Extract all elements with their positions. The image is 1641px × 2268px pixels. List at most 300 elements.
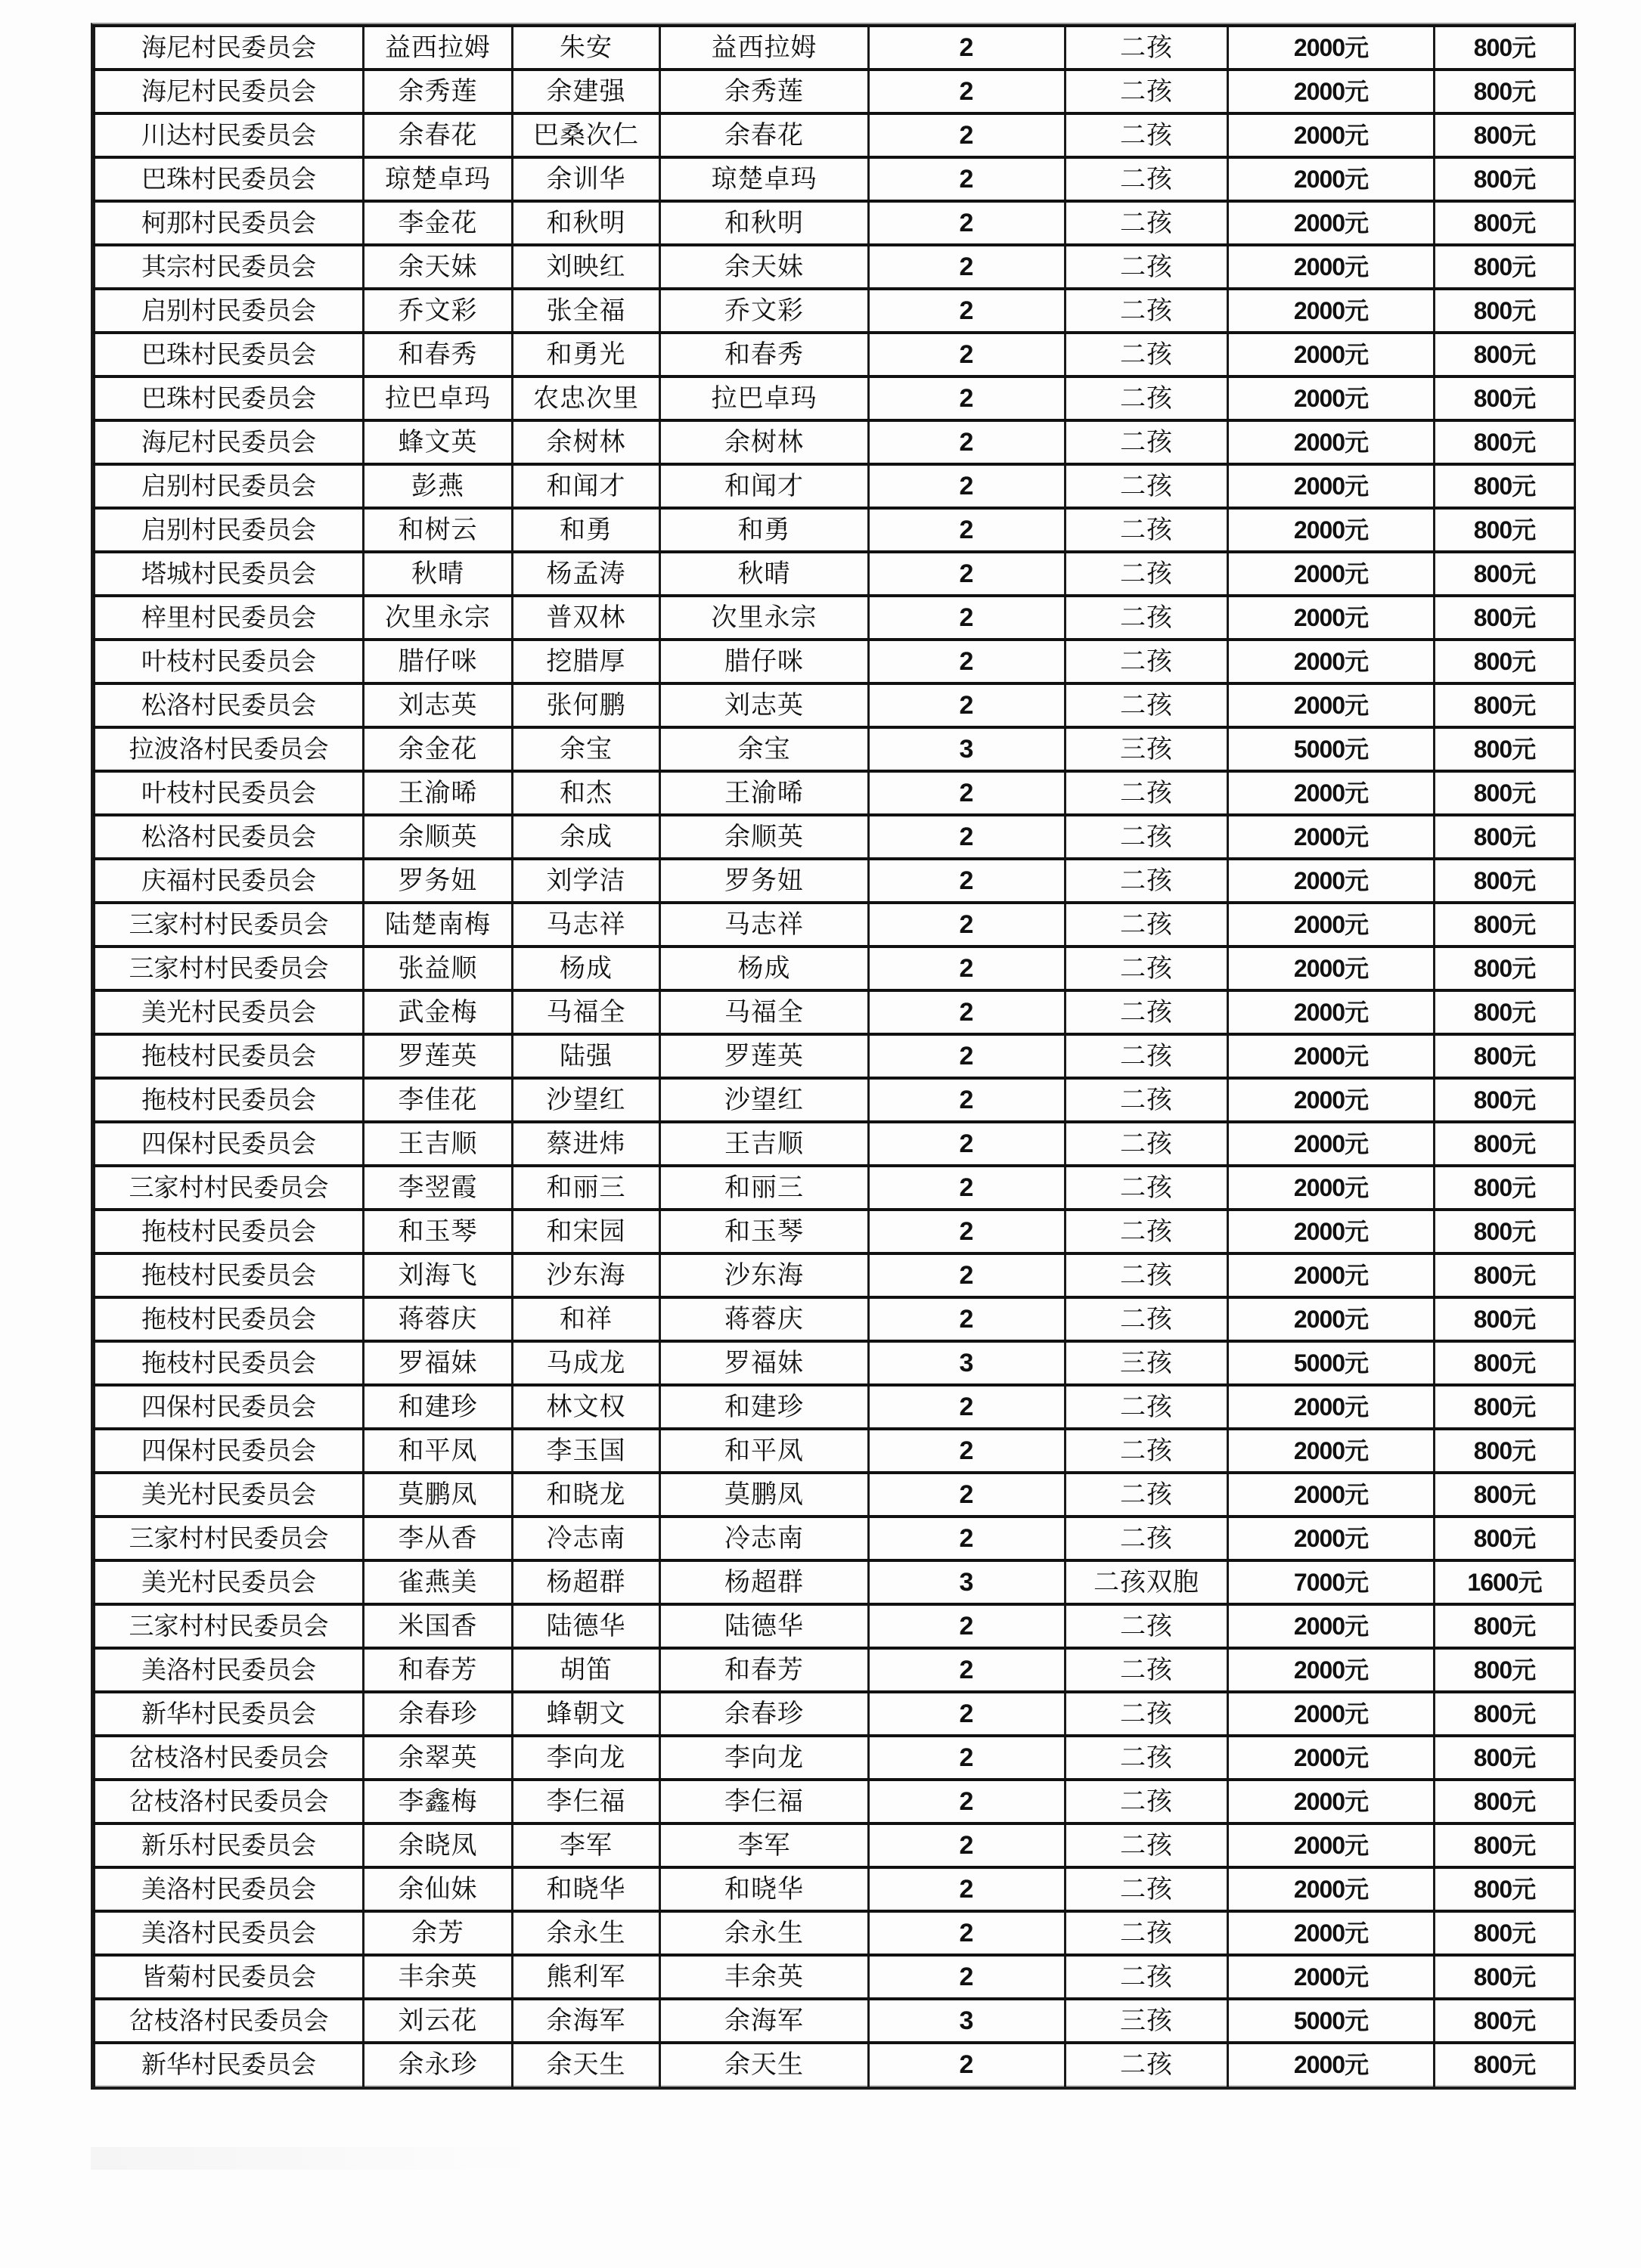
cell-subsidy-amount: 5000元 <box>1228 1341 1435 1385</box>
cell-birth-order: 二孩 <box>1066 1385 1228 1429</box>
cell-allowance-amount: 800元 <box>1435 1385 1575 1429</box>
cell-village-committee: 皆菊村民委员会 <box>95 1955 364 1999</box>
cell-mother-name: 和春芳 <box>364 1648 513 1692</box>
cell-birth-order: 二孩双胞 <box>1066 1560 1228 1604</box>
cell-mother-name: 余天妹 <box>364 245 513 289</box>
cell-village-committee: 叶枝村民委员会 <box>95 640 364 683</box>
cell-applicant-name: 杨成 <box>660 947 869 990</box>
table-row <box>95 1911 1575 1955</box>
cell-allowance-amount: 800元 <box>1435 1604 1575 1648</box>
cell-village-committee: 梓里村民委员会 <box>95 596 364 640</box>
table-row <box>95 1999 1575 2043</box>
cell-applicant-name: 余秀莲 <box>660 70 869 113</box>
cell-applicant-name: 和晓华 <box>660 1867 869 1911</box>
table-row <box>95 1736 1575 1780</box>
table-row <box>95 1078 1575 1122</box>
cell-mother-name: 腊仔咪 <box>364 640 513 683</box>
cell-father-name: 农忠次里 <box>513 376 660 420</box>
cell-allowance-amount: 800元 <box>1435 1429 1575 1473</box>
table-row <box>95 771 1575 815</box>
cell-village-committee: 拖枝村民委员会 <box>95 1341 364 1385</box>
cell-mother-name: 余春花 <box>364 113 513 157</box>
cell-mother-name: 陆楚南梅 <box>364 903 513 947</box>
cell-subsidy-amount: 2000元 <box>1228 1692 1435 1736</box>
table-row <box>95 1253 1575 1297</box>
cell-father-name: 杨超群 <box>513 1560 660 1604</box>
cell-father-name: 熊利军 <box>513 1955 660 1999</box>
table-row <box>95 1780 1575 1823</box>
cell-subsidy-amount: 2000元 <box>1228 2043 1435 2086</box>
cell-applicant-name: 和秋明 <box>660 201 869 245</box>
cell-father-name: 和晓龙 <box>513 1473 660 1517</box>
table-row <box>95 683 1575 727</box>
table-row <box>95 508 1575 552</box>
cell-allowance-amount: 800元 <box>1435 1736 1575 1780</box>
cell-child-count: 2 <box>869 947 1066 990</box>
cell-father-name: 沙望红 <box>513 1078 660 1122</box>
cell-allowance-amount: 800元 <box>1435 376 1575 420</box>
cell-allowance-amount: 800元 <box>1435 2043 1575 2086</box>
table-row <box>95 1297 1575 1341</box>
cell-village-committee: 美洛村民委员会 <box>95 1648 364 1692</box>
cell-allowance-amount: 800元 <box>1435 333 1575 376</box>
cell-birth-order: 二孩 <box>1066 245 1228 289</box>
cell-child-count: 2 <box>869 1823 1066 1867</box>
cell-village-committee: 柯那村民委员会 <box>95 201 364 245</box>
table-row <box>95 2043 1575 2086</box>
cell-father-name: 刘映红 <box>513 245 660 289</box>
cell-applicant-name: 余顺英 <box>660 815 869 859</box>
cell-applicant-name: 李向龙 <box>660 1736 869 1780</box>
cell-father-name: 陆德华 <box>513 1604 660 1648</box>
cell-allowance-amount: 800元 <box>1435 1999 1575 2043</box>
cell-allowance-amount: 800元 <box>1435 640 1575 683</box>
cell-allowance-amount: 800元 <box>1435 1648 1575 1692</box>
table-row <box>95 420 1575 464</box>
cell-father-name: 蜂朝文 <box>513 1692 660 1736</box>
cell-applicant-name: 余树林 <box>660 420 869 464</box>
cell-father-name: 和杰 <box>513 771 660 815</box>
table-row <box>95 596 1575 640</box>
cell-child-count: 2 <box>869 1517 1066 1560</box>
table-row <box>95 1034 1575 1078</box>
roster-table-frame <box>91 23 1576 2090</box>
cell-father-name: 和勇光 <box>513 333 660 376</box>
cell-child-count: 2 <box>869 464 1066 508</box>
cell-mother-name: 余芳 <box>364 1911 513 1955</box>
cell-mother-name: 米国香 <box>364 1604 513 1648</box>
cell-village-committee: 启别村民委员会 <box>95 464 364 508</box>
cell-birth-order: 二孩 <box>1066 596 1228 640</box>
cell-birth-order: 二孩 <box>1066 1034 1228 1078</box>
cell-father-name: 余训华 <box>513 157 660 201</box>
cell-mother-name: 刘海飞 <box>364 1253 513 1297</box>
cell-child-count: 2 <box>869 70 1066 113</box>
cell-child-count: 2 <box>869 2043 1066 2086</box>
table-row <box>95 903 1575 947</box>
cell-subsidy-amount: 2000元 <box>1228 289 1435 333</box>
cell-mother-name: 蒋蓉庆 <box>364 1297 513 1341</box>
table-row <box>95 1604 1575 1648</box>
cell-father-name: 蔡进炜 <box>513 1122 660 1166</box>
table-row <box>95 859 1575 903</box>
cell-birth-order: 二孩 <box>1066 1867 1228 1911</box>
cell-child-count: 2 <box>869 1911 1066 1955</box>
cell-allowance-amount: 800元 <box>1435 1780 1575 1823</box>
cell-father-name: 和晓华 <box>513 1867 660 1911</box>
cell-subsidy-amount: 2000元 <box>1228 903 1435 947</box>
cell-subsidy-amount: 2000元 <box>1228 1955 1435 1999</box>
cell-birth-order: 二孩 <box>1066 640 1228 683</box>
table-row <box>95 70 1575 113</box>
cell-subsidy-amount: 2000元 <box>1228 1911 1435 1955</box>
cell-allowance-amount: 800元 <box>1435 596 1575 640</box>
cell-birth-order: 二孩 <box>1066 1911 1228 1955</box>
cell-applicant-name: 余天生 <box>660 2043 869 2086</box>
cell-child-count: 2 <box>869 201 1066 245</box>
cell-mother-name: 和春秀 <box>364 333 513 376</box>
table-row <box>95 157 1575 201</box>
cell-village-committee: 岔枝洛村民委员会 <box>95 1999 364 2043</box>
cell-birth-order: 二孩 <box>1066 683 1228 727</box>
cell-allowance-amount: 800元 <box>1435 464 1575 508</box>
cell-applicant-name: 冷志南 <box>660 1517 869 1560</box>
table-row <box>95 1122 1575 1166</box>
cell-child-count: 2 <box>869 333 1066 376</box>
cell-father-name: 和祥 <box>513 1297 660 1341</box>
cell-subsidy-amount: 2000元 <box>1228 201 1435 245</box>
cell-birth-order: 二孩 <box>1066 903 1228 947</box>
cell-village-committee: 其宗村民委员会 <box>95 245 364 289</box>
roster-table-body <box>95 26 1575 2086</box>
cell-allowance-amount: 800元 <box>1435 1473 1575 1517</box>
cell-applicant-name: 陆德华 <box>660 1604 869 1648</box>
cell-village-committee: 拖枝村民委员会 <box>95 1078 364 1122</box>
cell-village-committee: 松洛村民委员会 <box>95 683 364 727</box>
cell-father-name: 挖腊厚 <box>513 640 660 683</box>
cell-mother-name: 王渝晞 <box>364 771 513 815</box>
cell-father-name: 马福全 <box>513 990 660 1034</box>
cell-applicant-name: 罗务妞 <box>660 859 869 903</box>
cell-mother-name: 李佳花 <box>364 1078 513 1122</box>
cell-subsidy-amount: 2000元 <box>1228 70 1435 113</box>
cell-village-committee: 巴珠村民委员会 <box>95 157 364 201</box>
table-row <box>95 1210 1575 1253</box>
cell-birth-order: 二孩 <box>1066 859 1228 903</box>
table-row <box>95 1517 1575 1560</box>
cell-subsidy-amount: 5000元 <box>1228 727 1435 771</box>
cell-mother-name: 李从香 <box>364 1517 513 1560</box>
cell-allowance-amount: 1600元 <box>1435 1560 1575 1604</box>
cell-allowance-amount: 800元 <box>1435 1955 1575 1999</box>
cell-mother-name: 拉巴卓玛 <box>364 376 513 420</box>
table-row <box>95 1560 1575 1604</box>
cell-applicant-name: 琼楚卓玛 <box>660 157 869 201</box>
table-row <box>95 333 1575 376</box>
cell-birth-order: 二孩 <box>1066 70 1228 113</box>
cell-village-committee: 三家村村民委员会 <box>95 1517 364 1560</box>
cell-subsidy-amount: 2000元 <box>1228 1078 1435 1122</box>
cell-applicant-name: 罗莲英 <box>660 1034 869 1078</box>
cell-father-name: 巴桑次仁 <box>513 113 660 157</box>
cell-birth-order: 二孩 <box>1066 1692 1228 1736</box>
cell-applicant-name: 王渝晞 <box>660 771 869 815</box>
cell-mother-name: 和树云 <box>364 508 513 552</box>
cell-birth-order: 二孩 <box>1066 333 1228 376</box>
cell-child-count: 2 <box>869 1253 1066 1297</box>
table-row <box>95 1429 1575 1473</box>
cell-child-count: 2 <box>869 1166 1066 1210</box>
cell-subsidy-amount: 2000元 <box>1228 771 1435 815</box>
cell-applicant-name: 马福全 <box>660 990 869 1034</box>
table-row <box>95 947 1575 990</box>
cell-village-committee: 海尼村民委员会 <box>95 70 364 113</box>
cell-birth-order: 二孩 <box>1066 201 1228 245</box>
cell-birth-order: 二孩 <box>1066 1166 1228 1210</box>
cell-subsidy-amount: 2000元 <box>1228 157 1435 201</box>
cell-subsidy-amount: 2000元 <box>1228 859 1435 903</box>
cell-village-committee: 新华村民委员会 <box>95 2043 364 2086</box>
cell-child-count: 2 <box>869 1867 1066 1911</box>
cell-village-committee: 巴珠村民委员会 <box>95 376 364 420</box>
cell-birth-order: 二孩 <box>1066 420 1228 464</box>
cell-birth-order: 二孩 <box>1066 1780 1228 1823</box>
cell-allowance-amount: 800元 <box>1435 552 1575 596</box>
cell-village-committee: 启别村民委员会 <box>95 508 364 552</box>
cell-village-committee: 三家村村民委员会 <box>95 903 364 947</box>
cell-father-name: 和闻才 <box>513 464 660 508</box>
cell-mother-name: 张益顺 <box>364 947 513 990</box>
cell-allowance-amount: 800元 <box>1435 903 1575 947</box>
cell-birth-order: 二孩 <box>1066 289 1228 333</box>
cell-child-count: 2 <box>869 683 1066 727</box>
cell-mother-name: 余秀莲 <box>364 70 513 113</box>
cell-allowance-amount: 800元 <box>1435 859 1575 903</box>
cell-applicant-name: 余春珍 <box>660 1692 869 1736</box>
cell-subsidy-amount: 2000元 <box>1228 508 1435 552</box>
cell-child-count: 2 <box>869 1429 1066 1473</box>
cell-allowance-amount: 800元 <box>1435 70 1575 113</box>
cell-subsidy-amount: 2000元 <box>1228 333 1435 376</box>
cell-birth-order: 二孩 <box>1066 947 1228 990</box>
cell-father-name: 马成龙 <box>513 1341 660 1385</box>
cell-child-count: 2 <box>869 1297 1066 1341</box>
cell-allowance-amount: 800元 <box>1435 947 1575 990</box>
cell-child-count: 2 <box>869 815 1066 859</box>
cell-child-count: 2 <box>869 1604 1066 1648</box>
table-row <box>95 26 1575 70</box>
cell-child-count: 2 <box>869 596 1066 640</box>
cell-applicant-name: 和勇 <box>660 508 869 552</box>
cell-father-name: 普双林 <box>513 596 660 640</box>
cell-subsidy-amount: 2000元 <box>1228 1122 1435 1166</box>
cell-child-count: 2 <box>869 903 1066 947</box>
cell-allowance-amount: 800元 <box>1435 815 1575 859</box>
cell-mother-name: 李翌霞 <box>364 1166 513 1210</box>
table-row <box>95 727 1575 771</box>
cell-subsidy-amount: 2000元 <box>1228 1736 1435 1780</box>
cell-subsidy-amount: 2000元 <box>1228 815 1435 859</box>
cell-subsidy-amount: 2000元 <box>1228 26 1435 70</box>
cell-birth-order: 二孩 <box>1066 1297 1228 1341</box>
cell-village-committee: 庆福村民委员会 <box>95 859 364 903</box>
cell-allowance-amount: 800元 <box>1435 245 1575 289</box>
cell-allowance-amount: 800元 <box>1435 201 1575 245</box>
cell-child-count: 2 <box>869 1955 1066 1999</box>
cell-village-committee: 塔城村民委员会 <box>95 552 364 596</box>
cell-village-committee: 拉波洛村民委员会 <box>95 727 364 771</box>
cell-mother-name: 余晓凤 <box>364 1823 513 1867</box>
cell-village-committee: 叶枝村民委员会 <box>95 771 364 815</box>
cell-allowance-amount: 800元 <box>1435 1078 1575 1122</box>
cell-father-name: 张全福 <box>513 289 660 333</box>
cell-child-count: 2 <box>869 1078 1066 1122</box>
cell-father-name: 余宝 <box>513 727 660 771</box>
table-row <box>95 376 1575 420</box>
cell-mother-name: 和建珍 <box>364 1385 513 1429</box>
cell-applicant-name: 丰余英 <box>660 1955 869 1999</box>
cell-allowance-amount: 800元 <box>1435 289 1575 333</box>
cell-mother-name: 罗务妞 <box>364 859 513 903</box>
cell-mother-name: 莫鹏凤 <box>364 1473 513 1517</box>
table-row <box>95 552 1575 596</box>
cell-allowance-amount: 800元 <box>1435 157 1575 201</box>
cell-village-committee: 美洛村民委员会 <box>95 1911 364 1955</box>
cell-subsidy-amount: 2000元 <box>1228 245 1435 289</box>
cell-applicant-name: 王吉顺 <box>660 1122 869 1166</box>
cell-mother-name: 蜂文英 <box>364 420 513 464</box>
cell-applicant-name: 李仨福 <box>660 1780 869 1823</box>
cell-allowance-amount: 800元 <box>1435 1210 1575 1253</box>
cell-applicant-name: 余海军 <box>660 1999 869 2043</box>
cell-birth-order: 二孩 <box>1066 1210 1228 1253</box>
cell-village-committee: 新乐村民委员会 <box>95 1823 364 1867</box>
cell-mother-name: 乔文彩 <box>364 289 513 333</box>
cell-village-committee: 巴珠村民委员会 <box>95 333 364 376</box>
cell-subsidy-amount: 2000元 <box>1228 1823 1435 1867</box>
cell-birth-order: 二孩 <box>1066 1078 1228 1122</box>
cell-mother-name: 余春珍 <box>364 1692 513 1736</box>
cell-father-name: 和宋园 <box>513 1210 660 1253</box>
cell-father-name: 余树林 <box>513 420 660 464</box>
cell-father-name: 杨成 <box>513 947 660 990</box>
cell-applicant-name: 罗福妹 <box>660 1341 869 1385</box>
cell-subsidy-amount: 2000元 <box>1228 1297 1435 1341</box>
cell-birth-order: 三孩 <box>1066 727 1228 771</box>
cell-child-count: 2 <box>869 771 1066 815</box>
table-row <box>95 1385 1575 1429</box>
cell-child-count: 2 <box>869 420 1066 464</box>
cell-birth-order: 二孩 <box>1066 990 1228 1034</box>
cell-child-count: 2 <box>869 289 1066 333</box>
cell-subsidy-amount: 2000元 <box>1228 1867 1435 1911</box>
cell-father-name: 马志祥 <box>513 903 660 947</box>
cell-child-count: 2 <box>869 113 1066 157</box>
cell-applicant-name: 刘志英 <box>660 683 869 727</box>
cell-mother-name: 王吉顺 <box>364 1122 513 1166</box>
cell-allowance-amount: 800元 <box>1435 1517 1575 1560</box>
cell-subsidy-amount: 2000元 <box>1228 1780 1435 1823</box>
cell-mother-name: 彭燕 <box>364 464 513 508</box>
cell-mother-name: 益西拉姆 <box>364 26 513 70</box>
cell-birth-order: 二孩 <box>1066 113 1228 157</box>
cell-child-count: 3 <box>869 727 1066 771</box>
cell-applicant-name: 腊仔咪 <box>660 640 869 683</box>
cell-child-count: 2 <box>869 1780 1066 1823</box>
cell-allowance-amount: 800元 <box>1435 990 1575 1034</box>
cell-mother-name: 罗福妹 <box>364 1341 513 1385</box>
table-row <box>95 640 1575 683</box>
cell-applicant-name: 和闻才 <box>660 464 869 508</box>
scan-artifact <box>91 2147 544 2170</box>
cell-birth-order: 二孩 <box>1066 1736 1228 1780</box>
cell-allowance-amount: 800元 <box>1435 1034 1575 1078</box>
table-row <box>95 201 1575 245</box>
cell-applicant-name: 莫鹏凤 <box>660 1473 869 1517</box>
cell-subsidy-amount: 2000元 <box>1228 464 1435 508</box>
cell-father-name: 李玉国 <box>513 1429 660 1473</box>
cell-father-name: 余成 <box>513 815 660 859</box>
cell-village-committee: 三家村村民委员会 <box>95 947 364 990</box>
table-row <box>95 1692 1575 1736</box>
cell-applicant-name: 次里永宗 <box>660 596 869 640</box>
cell-child-count: 2 <box>869 552 1066 596</box>
cell-subsidy-amount: 2000元 <box>1228 947 1435 990</box>
cell-applicant-name: 益西拉姆 <box>660 26 869 70</box>
cell-applicant-name: 余永生 <box>660 1911 869 1955</box>
cell-child-count: 2 <box>869 1473 1066 1517</box>
cell-subsidy-amount: 2000元 <box>1228 376 1435 420</box>
cell-birth-order: 二孩 <box>1066 376 1228 420</box>
cell-father-name: 陆强 <box>513 1034 660 1078</box>
cell-subsidy-amount: 2000元 <box>1228 1210 1435 1253</box>
cell-village-committee: 岔枝洛村民委员会 <box>95 1780 364 1823</box>
cell-father-name: 胡笛 <box>513 1648 660 1692</box>
cell-child-count: 2 <box>869 1034 1066 1078</box>
cell-allowance-amount: 800元 <box>1435 1692 1575 1736</box>
cell-allowance-amount: 800元 <box>1435 1867 1575 1911</box>
cell-birth-order: 二孩 <box>1066 1648 1228 1692</box>
cell-birth-order: 二孩 <box>1066 26 1228 70</box>
cell-applicant-name: 和春秀 <box>660 333 869 376</box>
cell-applicant-name: 沙东海 <box>660 1253 869 1297</box>
cell-subsidy-amount: 2000元 <box>1228 1034 1435 1078</box>
cell-village-committee: 拖枝村民委员会 <box>95 1253 364 1297</box>
cell-village-committee: 美光村民委员会 <box>95 1560 364 1604</box>
cell-subsidy-amount: 2000元 <box>1228 1517 1435 1560</box>
cell-subsidy-amount: 2000元 <box>1228 596 1435 640</box>
table-row <box>95 1867 1575 1911</box>
cell-birth-order: 二孩 <box>1066 464 1228 508</box>
cell-village-committee: 海尼村民委员会 <box>95 420 364 464</box>
cell-mother-name: 罗莲英 <box>364 1034 513 1078</box>
cell-applicant-name: 拉巴卓玛 <box>660 376 869 420</box>
cell-subsidy-amount: 2000元 <box>1228 1648 1435 1692</box>
table-row <box>95 1166 1575 1210</box>
cell-subsidy-amount: 2000元 <box>1228 1429 1435 1473</box>
cell-subsidy-amount: 2000元 <box>1228 640 1435 683</box>
table-row <box>95 1341 1575 1385</box>
cell-village-committee: 海尼村民委员会 <box>95 26 364 70</box>
cell-father-name: 林文权 <box>513 1385 660 1429</box>
cell-mother-name: 武金梅 <box>364 990 513 1034</box>
cell-father-name: 李向龙 <box>513 1736 660 1780</box>
table-row <box>95 464 1575 508</box>
cell-applicant-name: 秋晴 <box>660 552 869 596</box>
table-row <box>95 1648 1575 1692</box>
cell-applicant-name: 和玉琴 <box>660 1210 869 1253</box>
cell-child-count: 2 <box>869 1648 1066 1692</box>
